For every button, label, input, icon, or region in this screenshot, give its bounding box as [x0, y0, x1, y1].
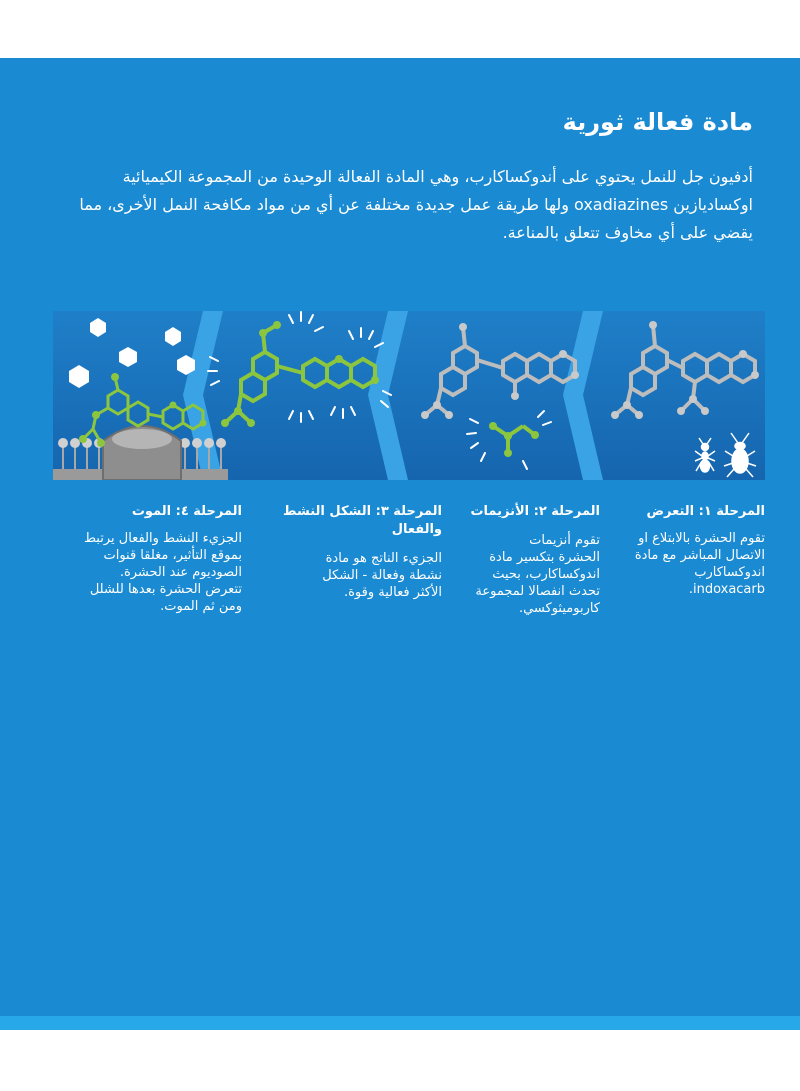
stage-4-text: الجزيء النشط والفعال يرتبط بموقع التأثير، مغلقا قنوات الصوديوم عند الحشرة. تتعرض الحشرة بعدها للشلل ومن ثم الموت.	[83, 531, 242, 614]
page-title: مادة فعالة ثورية	[562, 108, 753, 136]
stage-1-text: تقوم الحشرة بالابتلاع او الاتصال المباشر مع مادة اندوكساكارب indoxacarb.	[634, 531, 765, 597]
stage-3-text: الجزيء الناتج هو مادة نشطة وفعالة - الشكل الأكثر فعالية وقوة.	[322, 551, 442, 600]
stage-1-title: المرحلة ١: التعرض	[646, 504, 765, 519]
mode-of-action-illustration	[53, 311, 765, 480]
stage-3-title: المرحلة ٣: الشكل النشط والفعال	[283, 504, 442, 537]
intro-paragraph: أدفيون جل للنمل يحتوي على أندوكساكارب، وهي المادة الفعالة الوحيدة من المجموعة الكيميائية اوكساديازين oxadiazines ولها طريقة عمل جديدة مختلفة عن أي من مواد مكافحة النمل الأخرى، مما يقضي على أي مخاوف تتعلق بالمناعة.	[79, 167, 753, 242]
stage-2-title: المرحلة ٢: الأنزيمات	[470, 504, 600, 519]
stage-2-text: تقوم أنزيمات الحشرة بتكسير مادة اندوكساكارب، بحيث تحدث انفصالا لمجموعة كاربوميثوكسي.	[475, 533, 600, 616]
stage-4-title: المرحلة ٤: الموت	[131, 504, 242, 519]
bottom-stripe	[0, 1016, 800, 1030]
